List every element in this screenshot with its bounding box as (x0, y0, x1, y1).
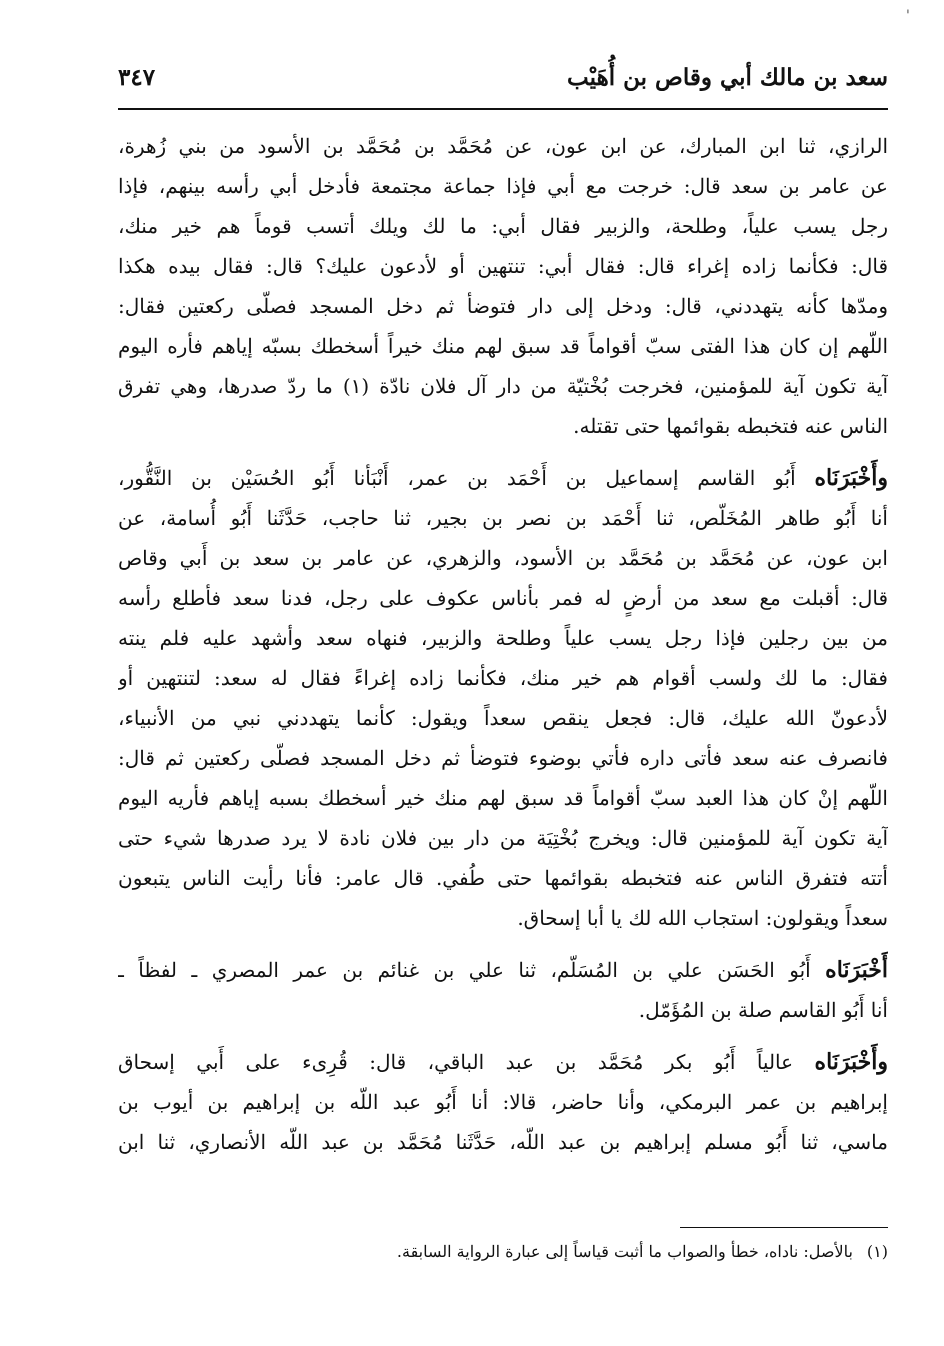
paragraph-lead: وأَخْبَرَنَاه (814, 1049, 888, 1075)
text-line: ومدّها كأنه يتهددني، قال: ودخل إلى دار فتوضأ ثم دخل المسجد فصلّى ركعتين فقال: (118, 294, 888, 318)
text-line: ابن عون، عن مُحَمَّد بن مُحَمَّد بن الأسود، والزهري، عن عامر بن سعد بن أَبي وقاص (118, 546, 888, 570)
text-line-content: أَبُو القاسم إسماعيل بن أَحْمَد بن عمر، أَنْبَأنا أَبُو الحُسَيْن بن النَّقُّور، (118, 466, 796, 490)
text-line-content: أَبُو الحَسَن علي بن المُسَلّم، ثنا علي بن غنائم بن عمر المصري ـ لفظاً ـ (118, 958, 811, 982)
body-text (118, 126, 888, 1174)
paragraph-3 (118, 950, 888, 1030)
text-line (118, 458, 888, 498)
footnote-text: بالأصل: ناداه، خطأ والصواب ما أثبت قياساً إلى عبارة الرواية السابقة. (396, 1242, 853, 1261)
running-header (118, 60, 888, 104)
text-line: اللّهم إنْ كان هذا العبد سبّ أقواماً قد سبق لهم منك خير أسخطك بسبه إياهم فأريه اليوم (118, 786, 888, 810)
text-line: آية تكون آية للمؤمنين قال: ويخرج بُخْتِيَة من دار بين فلان نادة لا يرد صدرها شيء حتى (118, 826, 888, 850)
text-line: اللّهم إن كان هذا الفتى سبّ أقواماً قد سبق لهم منك خيراً أسخطك بسبّه إياهم فأره اليوم (118, 334, 888, 358)
footnote-rule (680, 1227, 888, 1228)
text-line: قال: فكأنما زاده إغراء قال: فقال أبي: تنتهين أو لأدعون عليك؟ قال: فقال بيده هكذا (118, 254, 888, 278)
footnote (118, 1240, 888, 1264)
page-number: ٣٤٧ (118, 64, 156, 91)
text-line: من بين رجلين فإذا رجل يسب علياً وطلحة والزبير، فنهاه سعد وأشهد عليه فلم ينته (118, 626, 888, 650)
paragraph-lead: أَخْبَرَنَاه (825, 957, 888, 983)
text-line: أتته فتفرق الناس عنه فتخبطه بقوائمها حتى طُفي. قال عامر: فأنا رأيت الناس يتبعون (118, 866, 888, 890)
paragraph-lead: وأَخْبَرَنَاه (814, 465, 888, 491)
footnote-number: (١) (866, 1242, 888, 1261)
text-line: أنا أَبُو طاهر المُخَلّص، ثنا أَحْمَد بن نصر بن بجير، ثنا حاجب، حَدَّثَنا أَبُو أُسامة، عن (118, 506, 888, 530)
header-title: سعد بن مالك أبي وقاص بن أُهَيْب (567, 64, 888, 91)
header-rule (118, 108, 888, 110)
text-line: آية تكون آية للمؤمنين، فخرجت بُخْتيّة من دار آل فلان نادّة (١) ما ردّ صدرها، وهي تفرق (118, 374, 888, 398)
paragraph-4 (118, 1042, 888, 1162)
text-line: قال: أقبلت مع سعد من أرضٍ له فمر بأناس عكوف على رجل، فدنا سعد فأطلع رأسه (118, 586, 888, 610)
text-line: رجل يسب علياً، وطلحة، والزبير فقال أبي: ما لك ويلك أتسب قوماً هم خير منك، (118, 214, 888, 238)
text-line: أنا أَبُو القاسم صلة بن المُؤَمّل. (638, 998, 888, 1022)
text-line-content: عالياً أَبُو بكر مُحَمَّد بن عبد الباقي، قال: قُرِىء على أَبي إسحاق (118, 1050, 794, 1074)
text-line: فقال: ما لك ولسب أقوام هم خير منك، فكأنما زاده إغراءً فقال له سعد: لتنتهين أو (118, 666, 888, 690)
text-line: الناس عنه فتخبطه بقوائمها حتى تقتله. (573, 414, 888, 438)
text-line: الرازي، ثنا ابن المبارك، عن ابن عون، عن مُحَمَّد بن مُحَمَّد بن الأسود من بني زُهرة، (118, 134, 888, 158)
text-line: فانصرف عنه سعد فأتى داره فأتي بوضوء فتوضأ ثم دخل المسجد فصلّى ركعتين ثم قال: (118, 746, 888, 770)
paragraph-1 (118, 126, 888, 446)
text-line (118, 950, 888, 990)
text-line: إبراهيم بن عمر البرمكي، وأنا حاضر، قالا: أنا أَبُو عبد اللّه بن إبراهيم بن أيوب بن (118, 1090, 888, 1114)
text-line: عن عامر بن سعد قال: خرجت مع أبي فإذا جماعة مجتمعة فأدخل أبي رأسه بينهم، فإذا (118, 174, 888, 198)
text-line: ماسي، ثنا أَبُو مسلم إبراهيم بن عبد اللّه، حَدَّثَنا مُحَمَّد بن عبد اللّه الأنصاري، ثنا ابن (118, 1130, 888, 1154)
text-line: سعداً ويقولون: استجاب الله لك يا أبا إسحاق. (517, 906, 888, 930)
paragraph-2 (118, 458, 888, 938)
text-line: لأدعونّ الله عليك، قال: فجعل ينقص سعداً ويقول: كأنما يتهددني نبي من الأنبياء، (118, 706, 888, 730)
text-line (118, 1042, 888, 1082)
scan-mark: ' (906, 8, 910, 24)
